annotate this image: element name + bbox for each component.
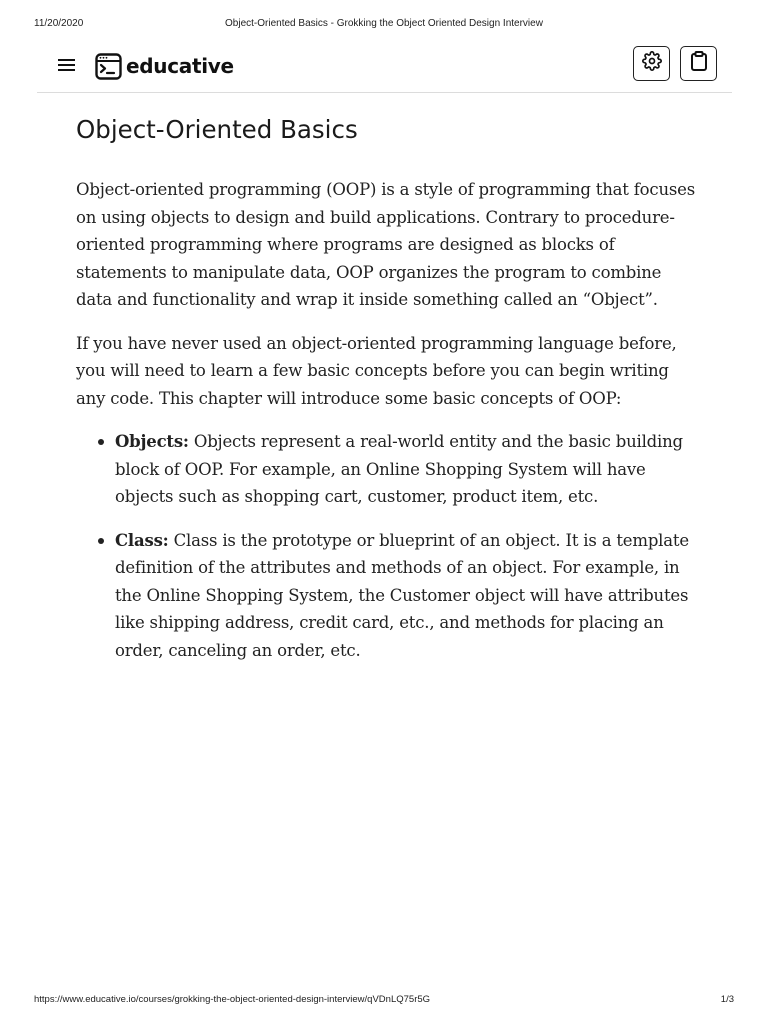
bullet-term: Class: xyxy=(115,530,169,550)
brand-name: educative xyxy=(126,54,234,78)
page-title: Object-Oriented Basics xyxy=(76,115,358,144)
print-page-title: Object-Oriented Basics - Grokking the Object Oriented Design Interview xyxy=(225,18,543,29)
print-date: 11/20/2020 xyxy=(34,18,84,29)
clipboard-button[interactable] xyxy=(680,46,717,81)
page-url: https://www.educative.io/courses/grokking-the-object-oriented-design-interview/qVDnLQ75r5G xyxy=(34,994,431,1005)
terminal-window-icon xyxy=(95,53,122,80)
app-bar xyxy=(37,40,732,93)
page-number: 1/3 xyxy=(720,994,734,1005)
gear-icon xyxy=(642,51,662,76)
list-item xyxy=(76,428,696,511)
print-footer xyxy=(0,994,768,1008)
bullet-text: Objects represent a real-world entity and the basic building block of OOP. For example, an Online Shopping System will have objects such as shopping cart, customer, product item, etc. xyxy=(115,432,683,506)
list-item xyxy=(76,527,696,665)
concepts-list xyxy=(76,428,696,664)
intro-paragraph: Object-oriented programming (OOP) is a style of programming that focuses on using objects to design and build applications. Contrary to procedure-oriented programming where programs are designed as blocks of statements to manipulate data, OOP organizes the program to combine data and functionality and wrap it inside something called an “Object”. xyxy=(76,180,695,309)
article-content xyxy=(76,112,696,680)
bullet-dot xyxy=(98,538,104,544)
settings-button[interactable] xyxy=(633,46,670,81)
print-header xyxy=(0,0,768,40)
hamburger-menu-icon[interactable] xyxy=(57,57,77,73)
bullet-text: Class is the prototype or blueprint of an object. It is a template definition of the attributes and methods of an object. For example, in the Online Shopping System, the Customer object will have attributes like shipping address, credit card, etc., and methods for placing an order, canceling an order, etc. xyxy=(115,530,689,660)
bullet-dot xyxy=(98,439,104,445)
bullet-term: Objects: xyxy=(115,432,189,451)
educative-logo[interactable] xyxy=(95,51,234,81)
clipboard-icon xyxy=(690,51,708,76)
concepts-paragraph: If you have never used an object-oriented programming language before, you will need to learn a few basic concepts before you can begin writing any code. This chapter will introduce some basic concepts of OOP: xyxy=(76,333,677,408)
